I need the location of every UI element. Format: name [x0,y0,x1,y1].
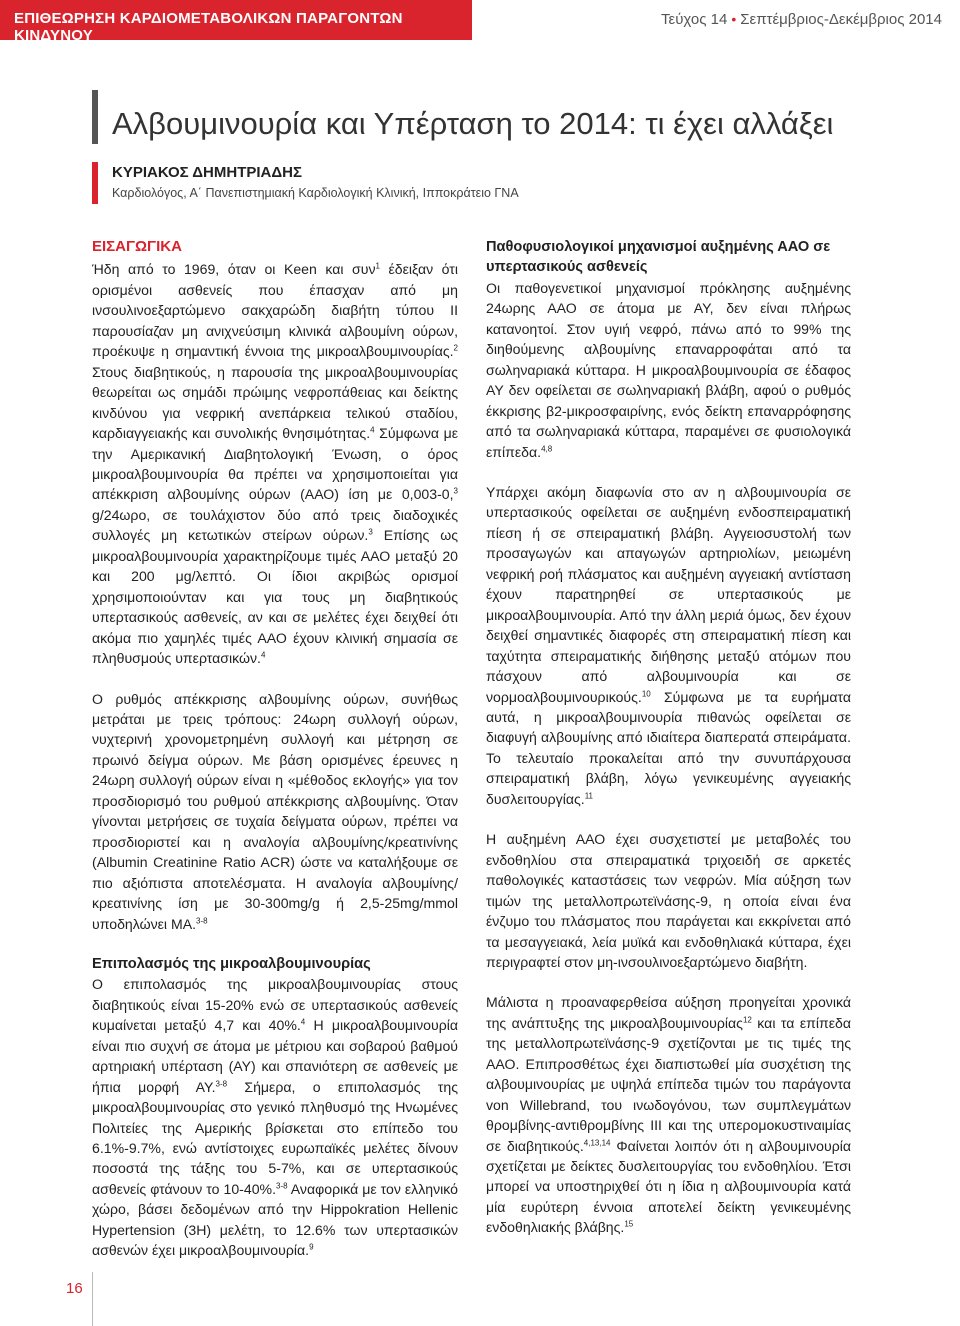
reference-superscript: 3-8 [196,915,208,925]
page-number-rule [92,1272,93,1326]
section-heading-intro: ΕΙΣΑΓΩΓΙΚΑ [92,238,182,255]
paragraph-text: Ο ρυθμός απέκκρισης αλβουμίνης ούρων, συνήθως μετράται με τρεις τρόπους: 24ωρη συλλογή ούρων, νυχτερινή χρονομετρημένη συλλογή και μέτρηση σε πρωινό δείγμα ούρων. Με βάση ορισμένες έρευνες η 24ωρη συλλογή ούρων είναι η «μέθοδος εκλογής» για τον προσδιορισμό του ρυθμού απέκκρισης αλβουμίνης. Όταν γίνονται μετρήσεις σε τυχαία δείγματα ούρων, πρέπει να προσδιοριστεί και η αναλογία αλβουμίνης/κρεατινίνης (Albumin Creatinine Ratio ACR) ώστε να καταλήξουμε σε πιο αξιόπιστα αποτελέσματα. Η αναλογία αλβουμίνης/κρεατινίνης ίση με 30-300mg/g ή 2,5-25mg/mmol υποδηλώνει ΜΑ. [92,690,458,932]
paragraph [486,992,851,1237]
article-title: Αλβουμινουρία και Υπέρταση το 2014: τι έχει αλλάξει [112,106,834,141]
paragraph [92,259,458,668]
paragraph-text: Σύμφωνα με την Αμερικανική Διαβητολογική Ένωση, ο όρος μικροαλβουμινουρία θα πρέπει να χρησιμοποιείται για απέκκριση αλβουμίνης ούρων (ΑΑΟ) ίση με 0,003-0, [92,425,458,503]
issue-number: Τεύχος 14 [661,11,728,28]
paragraph-text: Η αυξημένη ΑΑΟ έχει συσχετιστεί με μεταβολές του ενδοθηλίου στα σπειραματικά τριχοειδή σε αρκετές παθολογικές καταστάσεις των νεφρών. Μία αύξηση των τιμών της μεταλλοπρωτεϊνάσης-9, η οποία είναι ένα ένζυμο του πλάσματος που παράγεται και εκκρίνεται από τα μεσαγγειακά, λεία μυϊκά και ενδοθηλιακά κύτταρα, έχει περιγραφτεί στον μη-ινσουλινοεξαρτώμενο διαβήτη. [486,831,851,970]
paragraph [92,974,458,1260]
paragraph-text: Υπάρχει ακόμη διαφωνία στο αν η αλβουμινουρία σε υπερτασικούς οφείλεται σε αυξημένη ενδοσπειραματική πίεση ή σε σπειραματική βλάβη. Αγγειοσυστολή των προσαγωγών και απαγωγών αρτηριολίων, μειωμένη νεφρική ροή πλάσματος και αυξημένη αγγειακή αντίσταση έχουν παρατηρηθεί σε υπερτασικούς με μικροαλβουμινουρία. Από την άλλη μεριά όμως, δεν έχουν δειχθεί σημαντικές διαφορές στη σπειραματική πίεση και ταχύτητα σπειραματικής διήθησης μεταξύ ατόμων που πάσχουν από αλβουμινουρία και σε νορμοαλβουμινουρικούς. [486,483,851,705]
reference-superscript: 15 [624,1219,634,1229]
reference-superscript: 4 [260,650,266,660]
reference-superscript: 9 [309,1242,314,1252]
author-name: ΚΥΡΙΑΚΟΣ ΔΗΜΗΤΡΙΑΔΗΣ [112,164,302,181]
issue-period: Σεπτέμβριος-Δεκέμβριος 2014 [740,11,942,28]
issue-separator-dot: • [731,11,737,27]
reference-superscript: 1 [375,261,380,271]
journal-banner [0,0,472,44]
paragraph-text: Οι παθογενετικοί μηχανισμοί πρόκλησης αυξημένης 24ωρης ΑΑΟ σε άτομα με ΑΥ, δεν είναι πλήρως κατανοητοί. Στον υγιή νεφρό, πάνω από το 99% της διηθούμενης αλβουμίνης επαναρροφάται από τα σωληναριακά κύτταρα. Η μικροαλβουμινουρία σε έδαφος ΑΥ δεν οφείλεται σε σωληναριακή βλάβη, αφού ο ρυθμός έκκρισης β2-μικροσφαιρίνης, ενός δείκτη επαναρρόφησης από τα σωληναριακά κύτταρα, παραμένει σε φυσιολογικά επίπεδα. [486,279,851,460]
paragraph [486,482,851,809]
paragraph-text: Στους διαβητικούς, η παρουσία της μικροαλβουμινουρίας θεωρείται ως σημάδι πρώιμης νεφροπάθειας και δείκτης κινδύνου για νεφρική ανεπάρκεια τελικού σταδίου, καρδιαγγειακής και συνολικής θνησιμότητας. [92,363,458,442]
reference-superscript: 3-8 [276,1181,288,1191]
issue-info [661,11,942,28]
paragraph-text: και τα επίπεδα της μεταλλοπρωτεϊνάσης-9 σχετίζονται με τις τιμές της ΑΑΟ. Επιπροσθέτως έχει διαπιστωθεί μία συσχέτιση της αλβουμινουρίας με υψηλά επίπεδα τιμών του παράγοντα von Willebrand, του ινωδογόνου, των συμπλεγμάτων θρομβίνης-αντιθρομβίνης III και της υπερομοκυστιναιμίας σε διαβητικούς. [486,1014,851,1154]
reference-superscript: 4,13,14 [583,1137,611,1147]
paragraph-text: έδειξαν ότι ορισμένοι ασθενείς που έπασχαν από μη ινσουλινοεξαρτώμενο σακχαρώδη διαβήτη τύπου II παρουσίαζαν μη ανιχνεύσιμη κλινικά αλβουμίνη ούρων, προέκυψε η σημαντική έννοια της μικροαλβουμινουρίας. [92,261,458,360]
paragraph-text: Φαίνεται λοιπόν ότι η αλβουμινουρία σχετίζεται με δείκτες δυσλειτουργίας του ενδοθηλίου. Έτσι μπορεί να υποστηριχθεί ότι η ίδια η αλβουμινουρία κατά μία ευρύτερη έννοια αποτελεί δείκτη γενικευμένης ενδοθηλιακής βλάβης. [486,1137,852,1236]
column-left [92,237,458,1281]
reference-superscript: 3 [453,486,458,496]
author-accent-bar [92,162,98,204]
section-heading-prevalence: Επιπολασμός της μικροαλβουμινουρίας [92,955,371,972]
reference-superscript: 4 [300,1017,306,1027]
reference-superscript: 10 [641,688,651,698]
paragraph [486,278,851,462]
author-affiliation: Καρδιολόγος, Α΄ Πανεπιστημιακή Καρδιολογική Κλινική, Ιπποκράτειο ΓΝΑ [112,186,519,200]
reference-superscript: 2 [453,343,458,353]
reference-superscript: 12 [742,1015,752,1025]
reference-superscript: 4,8 [541,443,553,453]
column-right [486,237,851,1258]
reference-superscript: 11 [584,791,593,801]
title-accent-bar [92,90,98,144]
paragraph [92,689,458,934]
page-number: 16 [66,1280,83,1297]
paragraph-text: Μάλιστα η προαναφερθείσα αύξηση προηγείται χρονικά της ανάπτυξης της μικροαλβουμινουρίας [486,994,851,1031]
section-heading-pathophysiology: Παθοφυσιολογικοί μηχανισμοί αυξημένης ΑΑΟ σε υπερτασικούς ασθενείς [486,239,831,276]
reference-superscript: 4 [370,425,375,435]
paragraph-text: g/24ωρο, σε τουλάχιστον δύο από τρεις διαδοχικές συλλογές μη κετωτικών στείρων ούρων. [92,506,458,544]
paragraph-text: Ήδη από το 1969, όταν οι Keen και συν [92,261,376,278]
paragraph-text: Επίσης ως μικροαλβουμινουρία χαρακτηρίζουμε τιμές ΑΑΟ μεταξύ 20 και 200 μg/λεπτό. Οι ίδιοι ακριβώς ορισμοί χρησιμοποιούνταν και για τους μη διαβητικούς υπερτασικούς ασθενείς, αν και σε μελέτες έχει δειχθεί ότι ακόμα πιο χαμηλές τιμές ΑΑΟ έχουν κλινική σημασία σε πληθυσμούς υπερτασικών. [92,527,458,667]
paragraph-text: Αναφορικά με τον ελληνικό χώρο, βάσει δεδομένων από την Hippokration Hellenic Hypertension (3H) μελέτη, το 12.6% των υπερτασικών ασθενών έχει μικροαλβουμινουρία. [92,1180,459,1259]
reference-superscript: 3-8 [215,1078,228,1088]
paragraph-text: Σήμερα, ο επιπολασμός της μικροαλβουμινουρίας στο γενικό πληθυσμό της Ηνωμένες Πολιτείες της Αμερικής βρίσκεται στο επίπεδο του 6.1%-9.7%, ενώ αντίστοιχες ευρωπαϊκές μελέτες δίνουν ποσοστά της τάξης του 5-7%, και σε υπερτασικούς ασθενείς φτάνουν το 10-40%. [92,1078,459,1197]
paragraph-text: Ο επιπολασμός της μικροαλβουμινουρίας στους διαβητικούς είναι 15-20% ενώ σε υπερτασικούς ασθενείς κυμαίνεται μεταξύ 4,7 και 40%. [92,976,458,1034]
paragraph-text: Σύμφωνα με τα ευρήματα αυτά, η μικροαλβουμινουρία πιθανώς οφείλεται σε διαφυγή αλβουμίνης από ιδιαίτερα διαπερατά σπειράματα. Το τελευταίο προκαλείται από την συνυπάρχουσα σπειραματική βλάβη, λόγω γενικευμένης αγγειακής δυσλειτουργίας. [486,688,851,807]
paragraph-text: Η μικροαλβουμινουρία είναι πιο συχνή σε άτομα με μέτριου και σοβαρού βαθμού αρτηριακή υπέρταση (ΑΥ) και σπανιότερη σε ασθενείς με ήπια μορφή ΑΥ. [92,1017,458,1095]
running-header [0,0,960,44]
journal-title: ΕΠΙΘΕΩΡΗΣΗ ΚΑΡΔΙΟΜΕΤΑΒΟΛΙΚΩΝ ΠΑΡΑΓΟΝΤΩΝ ΚΙΝΔΥΝΟΥ [14,10,403,44]
reference-superscript: 3 [368,527,373,537]
paragraph [486,829,851,972]
